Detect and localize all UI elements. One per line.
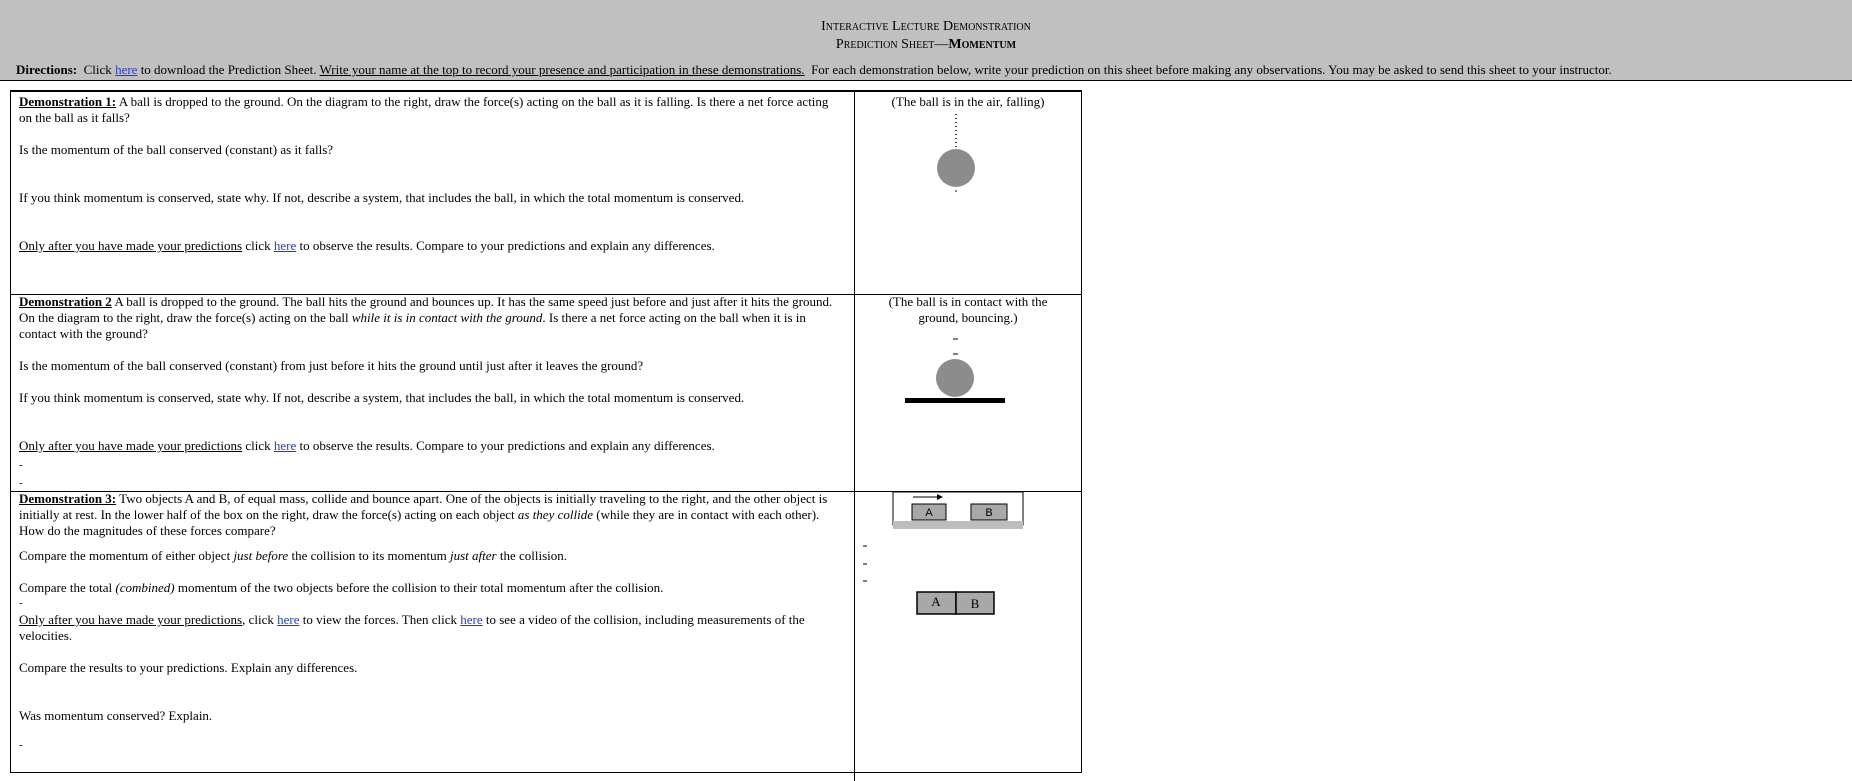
demo1-caption: (The ball is in the air, falling): [891, 94, 1045, 109]
demo1-results-link[interactable]: here: [273, 238, 297, 253]
demo2-ball: [936, 359, 974, 397]
demo3-forces-link[interactable]: here: [277, 612, 300, 627]
demo3-q2a: Compare the momentum of either object: [19, 548, 231, 563]
directions: [16, 62, 1612, 78]
demo3-question3: [19, 580, 844, 596]
demo2-after-rest: to observe the results. Compare to your predictions and explain any differences.: [299, 438, 715, 453]
demo3-label-a-before: A: [925, 507, 933, 519]
demo1-falling-ball-diagram: [855, 92, 1081, 294]
demo3-after-underlined: Only after you have made your predictions: [19, 612, 243, 627]
demo3-q3-italic: (combined): [115, 580, 175, 595]
demo3-heading: Demonstration 3:: [19, 491, 117, 506]
demo2-question2: Is the momentum of the ball conserved (constant) from just before it hits the ground until just after it leaves the ground?: [19, 358, 644, 373]
demo3-after-mid: , click: [242, 612, 274, 627]
header-banner: [0, 0, 1852, 81]
demo2-q1a: A ball is dropped to the ground. The ball hits the ground and bounces up. It has the same speed just before and just after it hits the ground. On the diagram to the right, draw the force(s) acting on the ball: [19, 294, 833, 325]
demo1-text-cell: [11, 92, 855, 294]
demo2-diagram-cell: [855, 294, 1081, 491]
demo2-dash-mark: -: [19, 459, 23, 471]
demo1-row: [11, 92, 1081, 295]
demo3-label-a-collision: A: [931, 594, 941, 609]
directions-download-text: to download the Prediction Sheet.: [140, 62, 317, 77]
demo2-question3: If you think momentum is conserved, state why. If not, describe a system, that includes the ball, in which the total momentum is conserved.: [19, 390, 745, 405]
demo2-row: [11, 294, 1081, 492]
demo3-q1b: (while they are in contact with each other). How do the magnitudes of these forces compare?: [19, 507, 820, 538]
demo2-after-predictions: [19, 438, 844, 454]
demo3-question4: Compare the results to your predictions. Explain any differences.: [19, 660, 358, 675]
demo2-text-cell: [11, 294, 855, 491]
demo1-heading: Demonstration 1:: [19, 94, 117, 109]
page-subtitle: [0, 36, 1852, 54]
demo3-collision-diagram: [855, 491, 1081, 781]
demo3-question1: [19, 491, 844, 539]
demo3-after-predictions: [19, 612, 844, 644]
demonstration-table: [10, 90, 1082, 773]
demo3-label-b-collision: B: [970, 596, 980, 611]
subtitle-topic: Momentum: [948, 37, 1017, 52]
demo3-q1a: Two objects A and B, of equal mass, collide and bounce apart. One of the objects is initially traveling to the right, and the other object is initially at rest. In the lower half of the box on the right, draw the force(s) acting on each object: [19, 491, 828, 522]
demo2-ground: [905, 398, 1005, 403]
demo3-dash-mark: -: [19, 597, 23, 609]
demo1-after-rest: to observe the results. Compare to your predictions and explain any differences.: [299, 238, 715, 253]
demo3-q2c: the collision.: [499, 548, 567, 563]
demo1-question3: If you think momentum is conserved, state why. If not, describe a system, that includes the ball, in which the total momentum is conserved.: [19, 190, 745, 205]
demo2-question1: [19, 294, 844, 342]
demo3-q1-italic: as they collide: [517, 507, 593, 522]
demo2-after-click: click: [245, 438, 271, 453]
demo3-q3b: momentum of the two objects before the collision to their total momentum after the collision.: [177, 580, 664, 595]
demo2-results-link[interactable]: here: [273, 438, 297, 453]
demo1-q1-text: A ball is dropped to the ground. On the diagram to the right, draw the force(s) acting on the ball as it is falling. Is there a net force acting on the ball as it falls?: [19, 94, 829, 125]
demo1-question1: [19, 94, 844, 126]
demo3-after-rest: to see a video of the collision, including measurements of the velocities.: [19, 612, 805, 643]
demo3-q2-italic2: just after: [449, 548, 497, 563]
demo1-ball: [937, 149, 975, 187]
demo3-video-link[interactable]: here: [460, 612, 483, 627]
demo1-question2: Is the momentum of the ball conserved (constant) as it falls?: [19, 142, 334, 157]
demo3-q3a: Compare the total: [19, 580, 113, 595]
demo2-dash-mark: -: [19, 477, 23, 489]
demo1-after-click: click: [245, 238, 271, 253]
demo3-question2: [19, 548, 844, 564]
demo3-question5: Was momentum conserved? Explain.: [19, 708, 213, 723]
demo1-dot: [955, 190, 957, 192]
subtitle-prefix: Prediction Sheet—: [835, 37, 949, 52]
directions-label: Directions:: [16, 62, 78, 77]
demo3-label-b-before: B: [985, 507, 993, 519]
demo3-q2b: the collision to its momentum: [291, 548, 447, 563]
demo3-row: [11, 491, 1081, 781]
demo3-q2-italic1: just before: [233, 548, 289, 563]
demo3-track: [893, 521, 1023, 529]
download-prediction-sheet-link[interactable]: here: [115, 62, 138, 77]
directions-name-instruction: Write your name at the top to record your presence and participation in these demonstrations.: [319, 62, 805, 77]
demo2-bouncing-ball-diagram: [855, 294, 1081, 491]
demo2-q1b: . Is there a net force acting on the ball when it is in contact with the ground?: [19, 310, 806, 341]
demo2-heading: Demonstration 2: [19, 294, 112, 309]
demo1-after-predictions: [19, 238, 844, 254]
demo3-dash-mark: -: [19, 739, 23, 751]
demo1-after-underlined: Only after you have made your predictions: [19, 238, 243, 253]
demo2-caption: (The ball is in contact with the ground, bouncing.): [888, 294, 1048, 325]
directions-rest: For each demonstration below, write your prediction on this sheet before making any observations. You may be asked to send this sheet to your instructor.: [811, 62, 1612, 77]
directions-click: Click: [83, 62, 112, 77]
demo3-diagram-cell: [855, 491, 1081, 781]
page-title: Interactive Lecture Demonstration: [821, 19, 1031, 34]
demo3-text-cell: [11, 491, 855, 781]
demo2-after-underlined: Only after you have made your predictions: [19, 438, 243, 453]
demo2-q1-italic: while it is in contact with the ground: [351, 310, 543, 325]
demo1-diagram-cell: [855, 92, 1081, 294]
demo3-after-mid2: to view the forces. Then click: [302, 612, 458, 627]
